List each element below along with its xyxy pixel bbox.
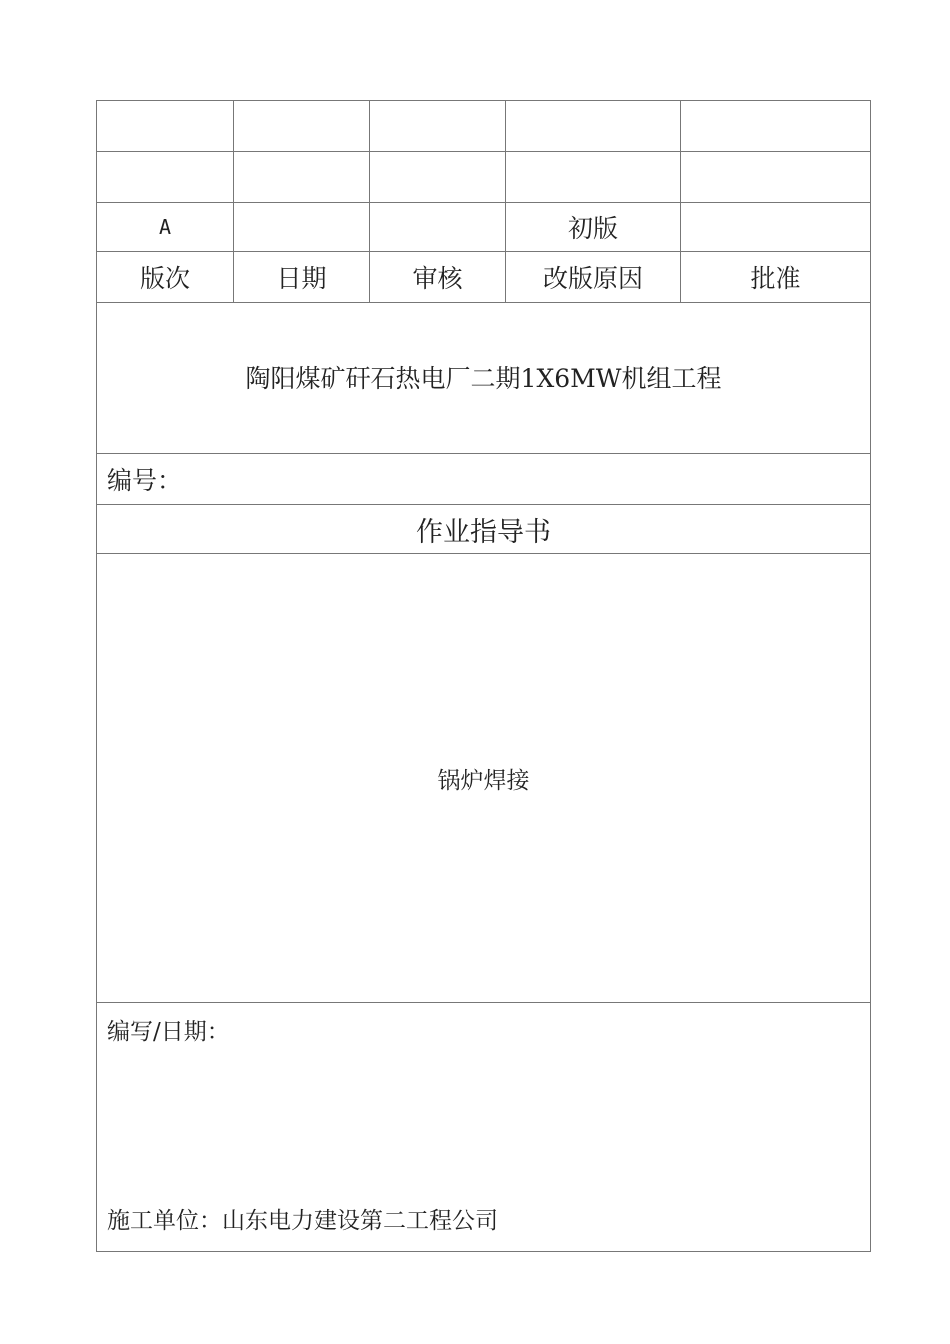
header-reason: 改版原因 — [506, 252, 681, 303]
document-number-row — [97, 454, 871, 505]
header-review: 审核 — [370, 252, 506, 303]
revision-blank-row — [97, 152, 871, 203]
document-type-title: 作业指导书 — [97, 505, 871, 554]
revision-reason-cell: 初版 — [506, 203, 681, 252]
header-date: 日期 — [234, 252, 370, 303]
revision-review-cell — [370, 203, 506, 252]
project-row — [97, 303, 871, 454]
blank-cell — [370, 101, 506, 152]
blank-cell — [681, 101, 871, 152]
blank-cell — [506, 101, 681, 152]
revision-approve-cell — [681, 203, 871, 252]
revision-header-row — [97, 252, 871, 303]
document-number-label: 编号： — [97, 454, 871, 505]
revision-date-cell — [234, 203, 370, 252]
document-type-row — [97, 505, 871, 554]
company-line: 施工单位：山东电力建设第二工程公司 — [107, 1208, 498, 1234]
footer-cell — [97, 1003, 871, 1252]
author-date-label: 编写/日期： — [107, 1019, 230, 1045]
blank-cell — [370, 152, 506, 203]
document-subject: 锅炉焊接 — [97, 554, 871, 1003]
blank-cell — [97, 152, 234, 203]
header-approve: 批准 — [681, 252, 871, 303]
revision-entry-row — [97, 203, 871, 252]
blank-cell — [234, 101, 370, 152]
blank-cell — [681, 152, 871, 203]
revision-version-cell: A — [97, 203, 234, 252]
project-name: 陶阳煤矿矸石热电厂二期1X6MW机组工程 — [97, 303, 871, 454]
revision-blank-row — [97, 101, 871, 152]
subject-row — [97, 554, 871, 1003]
header-version: 版次 — [97, 252, 234, 303]
document-cover-table — [96, 100, 871, 1252]
blank-cell — [97, 101, 234, 152]
blank-cell — [234, 152, 370, 203]
footer-row — [97, 1003, 871, 1252]
blank-cell — [506, 152, 681, 203]
